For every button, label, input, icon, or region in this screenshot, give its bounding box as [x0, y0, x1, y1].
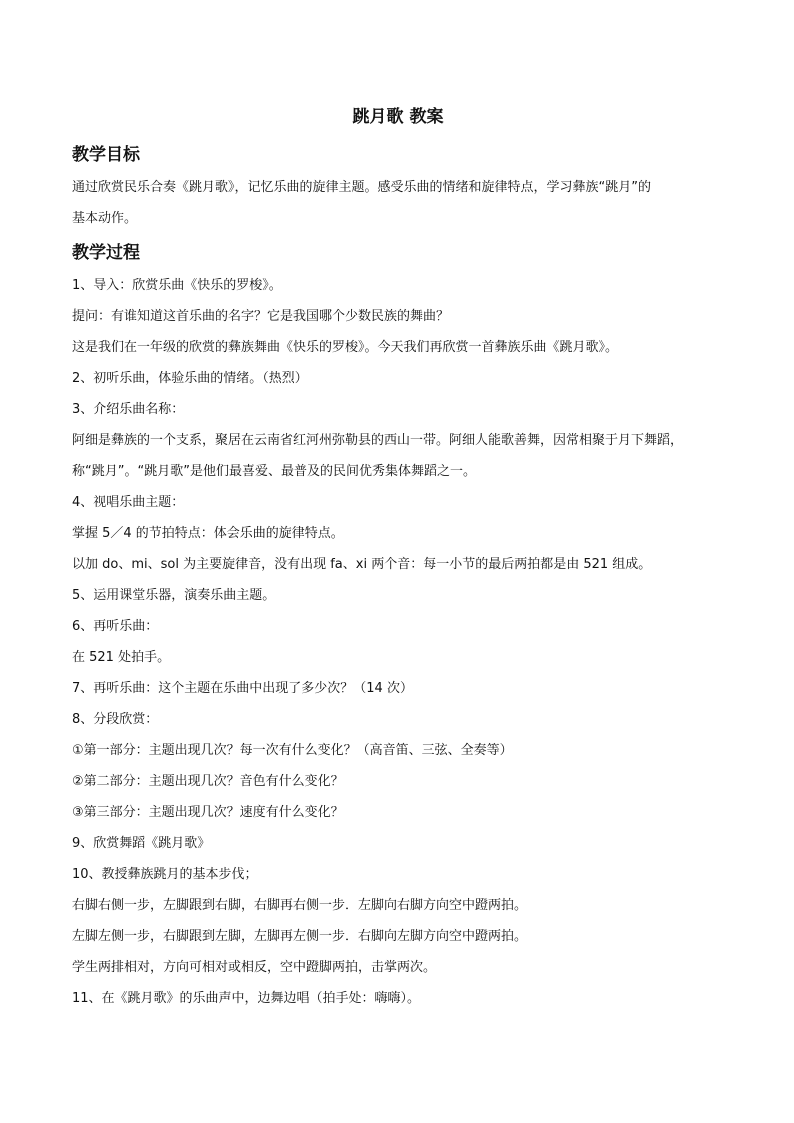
document-page — [72, 104, 724, 1014]
process-line: 以加 do、mi、sol 为主要旋律音，没有出现 fa、xi 两个音：每一小节的最后两拍都是由 521 组成。 — [72, 557, 652, 572]
process-line: 9、欣赏舞蹈《跳月歌》 — [72, 836, 211, 851]
process-line: 1、导入：欣赏乐曲《快乐的罗梭》。 — [72, 278, 282, 293]
process-line: 2、初听乐曲，体验乐曲的情绪。（热烈） — [72, 371, 308, 386]
objectives-line-1: 通过欣赏民乐合奏《跳月歌》，记忆乐曲的旋律主题。感受乐曲的情绪和旋律特点，学习彝族“跳月”的 — [72, 180, 651, 195]
process-line: 这是我们在一年级的欣赏的彝族舞曲《快乐的罗梭》。今天我们再欣赏一首彝族乐曲《跳月歌》。 — [72, 340, 619, 355]
process-list — [72, 270, 724, 1014]
objectives-line-2: 基本动作。 — [72, 211, 138, 226]
process-line: 11、在《跳月歌》的乐曲声中，边舞边唱（拍手处：嗨嗨）。 — [72, 991, 421, 1006]
process-line: 8、分段欣赏： — [72, 712, 159, 727]
process-line: 6、再听乐曲： — [72, 619, 159, 634]
process-line: 4、视唱乐曲主题： — [72, 495, 185, 510]
process-line: 3、介绍乐曲名称： — [72, 402, 185, 417]
process-line: 学生两排相对，方向可相对或相反，空中蹬脚两拍，击掌两次。 — [72, 960, 437, 975]
process-line: 右脚右侧一步，左脚跟到右脚，右脚再右侧一步．左脚向右脚方向空中蹬两拍。 — [72, 898, 528, 913]
process-line: 左脚左侧一步，右脚跟到左脚，左脚再左侧一步．右脚向左脚方向空中蹬两拍。 — [72, 929, 528, 944]
process-line: ③第三部分：主题出现几次？速度有什么变化？ — [72, 805, 344, 820]
process-line: 提问：有谁知道这首乐曲的名字？它是我国哪个少数民族的舞曲？ — [72, 309, 450, 324]
section-heading-objectives: 教学目标 — [72, 145, 140, 165]
process-line: 阿细是彝族的一个支系，聚居在云南省红河州弥勒县的西山一带。阿细人能歌善舞，因常相聚于月下舞蹈， — [72, 433, 684, 448]
document-title: 跳月歌 教案 — [352, 107, 444, 127]
process-line: ①第一部分：主题出现几次？每一次有什么变化？（高音笛、三弦、全奏等） — [72, 743, 513, 758]
process-line: 称“跳月”。“跳月歌”是他们最喜爱、最普及的民间优秀集体舞蹈之一。 — [72, 464, 476, 479]
process-line: 在 521 处拍手。 — [72, 650, 171, 665]
process-line: 10、教授彝族跳月的基本步伐； — [72, 867, 258, 882]
process-line: ②第二部分：主题出现几次？音色有什么变化？ — [72, 774, 344, 789]
process-line: 5、运用课堂乐器，演奏乐曲主题。 — [72, 588, 276, 603]
section-heading-process: 教学过程 — [72, 243, 140, 263]
process-line: 7、再听乐曲：这个主题在乐曲中出现了多少次？（14 次） — [72, 681, 413, 696]
process-line: 掌握 5／4 的节拍特点：体会乐曲的旋律特点。 — [72, 526, 344, 541]
